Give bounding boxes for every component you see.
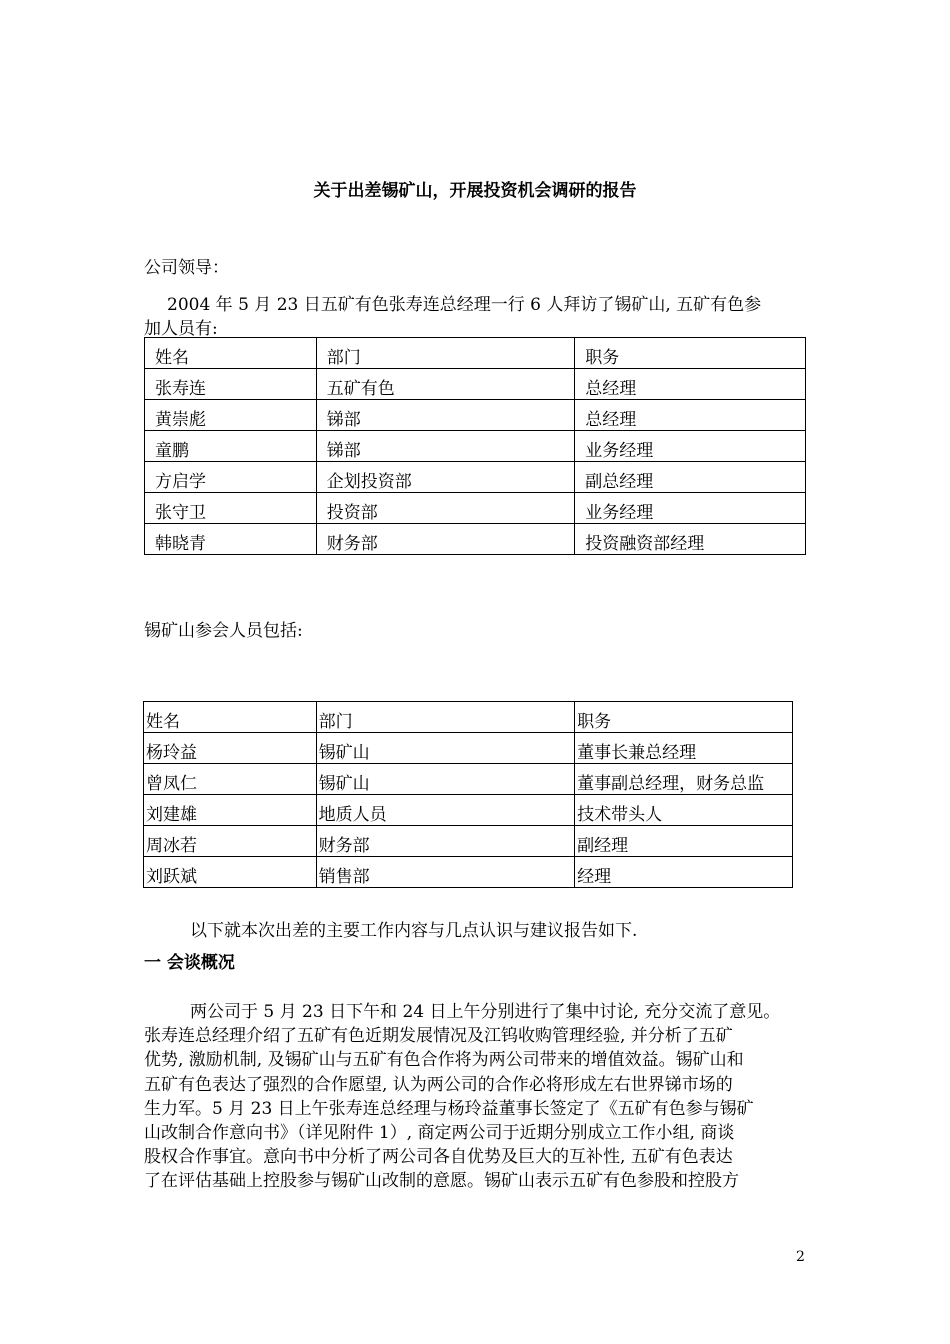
- name-cell: 黄崇彪: [145, 400, 317, 431]
- paragraph-line: 五矿有色表达了强烈的合作愿望, 认为两公司的合作必将形成左右世界锑市场的: [144, 1074, 733, 1095]
- position-cell: 技术带头人: [575, 795, 793, 826]
- paragraph-line: 张寿连总经理介绍了五矿有色近期发展情况及江钨收购管理经验, 并分析了五矿: [144, 1026, 733, 1047]
- table-header-row: [145, 338, 806, 369]
- header-cell: 职务: [575, 702, 793, 733]
- dept-cell: 五矿有色: [316, 369, 575, 400]
- position-cell: 经理: [575, 857, 793, 888]
- table2-intro: 锡矿山参会人员包括:: [144, 621, 303, 641]
- dept-cell: 锡矿山: [316, 733, 574, 764]
- table-row: [145, 431, 806, 462]
- header-cell: 姓名: [144, 702, 317, 733]
- participants-table-wumin: [144, 337, 806, 555]
- table-row: [144, 826, 793, 857]
- dept-cell: 投资部: [316, 493, 575, 524]
- paragraph-line: 了在评估基础上控股参与锡矿山改制的意愿。锡矿山表示五矿有色参股和控股方: [144, 1171, 739, 1192]
- position-cell: 业务经理: [575, 493, 806, 524]
- dept-cell: 锡矿山: [316, 764, 574, 795]
- table-row: [144, 764, 793, 795]
- table-row: [145, 462, 806, 493]
- name-cell: 张守卫: [145, 493, 317, 524]
- header-cell: 姓名: [145, 338, 317, 369]
- table-row: [144, 857, 793, 888]
- intro-line-2: 加人员有:: [144, 319, 218, 339]
- table-row: [145, 524, 806, 555]
- salutation: 公司领导：: [144, 258, 229, 278]
- name-cell: 刘跃斌: [144, 857, 317, 888]
- dept-cell: 企划投资部: [316, 462, 575, 493]
- section-heading: 一 会谈概况: [144, 953, 235, 973]
- participants-table-xikuangshan: [143, 701, 793, 888]
- name-cell: 张寿连: [145, 369, 317, 400]
- page-number: 2: [796, 1249, 805, 1265]
- header-cell: 部门: [316, 338, 575, 369]
- position-cell: 业务经理: [575, 431, 806, 462]
- position-cell: 投资融资部经理: [575, 524, 806, 555]
- dept-cell: 财务部: [316, 826, 574, 857]
- dept-cell: 锑部: [316, 400, 575, 431]
- dept-cell: 地质人员: [316, 795, 574, 826]
- table-row: [145, 493, 806, 524]
- intro-line-1: 2004 年 5 月 23 日五矿有色张寿连总经理一行 6 人拜访了锡矿山, 五矿有色参: [167, 295, 762, 315]
- paragraph-line: 股权合作事宜。意向书中分析了两公司各自优势及巨大的互补性, 五矿有色表达: [144, 1147, 733, 1168]
- dept-cell: 销售部: [316, 857, 574, 888]
- paragraph-line: 生力军。5 月 23 日上午张寿连总经理与杨玲益董事长签定了《五矿有色参与锡矿: [144, 1098, 754, 1119]
- document-title: 关于出差锡矿山，开展投资机会调研的报告: [313, 181, 637, 201]
- table-row: [145, 369, 806, 400]
- paragraph-line: 山改制合作意向书》（详见附件 1）, 商定两公司于近期分别成立工作小组, 商谈: [144, 1123, 735, 1144]
- position-cell: 董事副总经理，财务总监: [575, 764, 793, 795]
- name-cell: 方启学: [145, 462, 317, 493]
- name-cell: 刘建雄: [144, 795, 317, 826]
- table-row: [145, 400, 806, 431]
- position-cell: 副经理: [575, 826, 793, 857]
- name-cell: 曾凤仁: [144, 764, 317, 795]
- table-row: [144, 795, 793, 826]
- name-cell: 周冰若: [144, 826, 317, 857]
- dept-cell: 财务部: [316, 524, 575, 555]
- table-header-row: [144, 702, 793, 733]
- section-paragraph: [144, 1000, 812, 1194]
- name-cell: 杨玲益: [144, 733, 317, 764]
- header-cell: 职务: [575, 338, 806, 369]
- position-cell: 副总经理: [575, 462, 806, 493]
- header-cell: 部门: [316, 702, 574, 733]
- name-cell: 韩晓青: [145, 524, 317, 555]
- table-row: [144, 733, 793, 764]
- name-cell: 童鹏: [145, 431, 317, 462]
- position-cell: 董事长兼总经理: [575, 733, 793, 764]
- summary-line: 以下就本次出差的主要工作内容与几点认识与建议报告如下.: [190, 921, 638, 941]
- paragraph-line: 两公司于 5 月 23 日下午和 24 日上午分别进行了集中讨论, 充分交流了意见。: [190, 1002, 781, 1022]
- position-cell: 总经理: [575, 369, 806, 400]
- paragraph-line: 优势, 激励机制, 及锡矿山与五矿有色合作将为两公司带来的增值效益。锡矿山和: [144, 1050, 744, 1071]
- position-cell: 总经理: [575, 400, 806, 431]
- dept-cell: 锑部: [316, 431, 575, 462]
